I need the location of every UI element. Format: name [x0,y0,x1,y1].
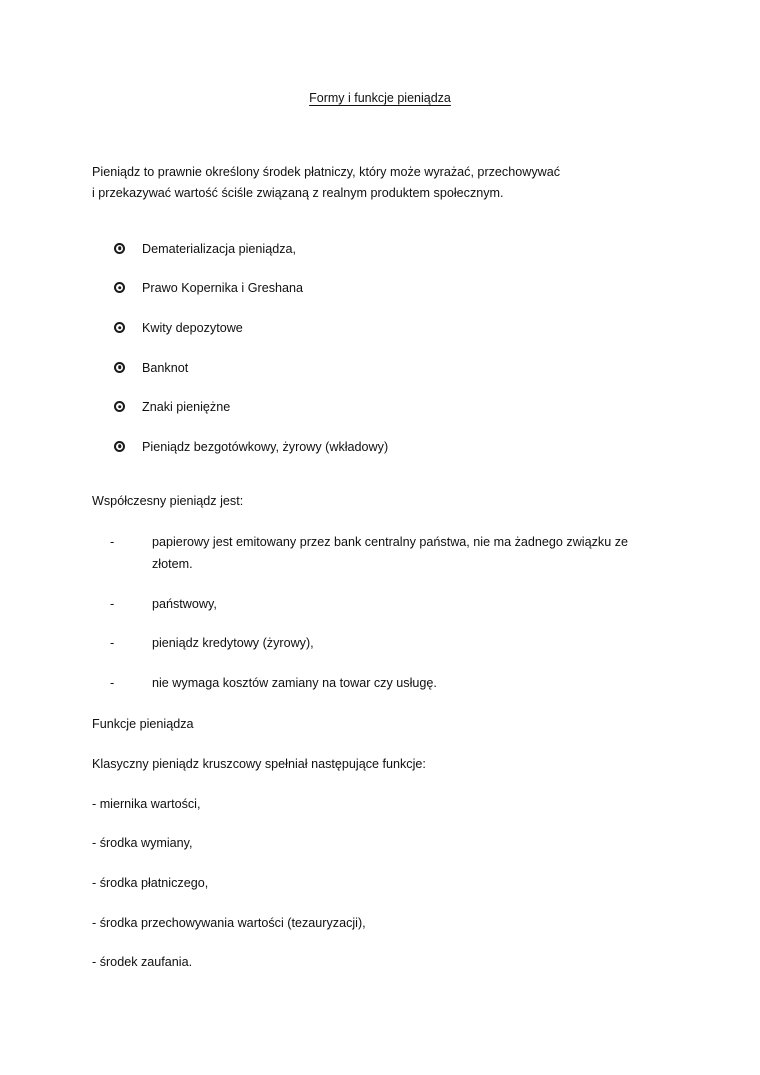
dash-bullet-icon: - [110,596,115,611]
list-item-label: Prawo Kopernika i Greshana [142,281,304,296]
list-item-label: Kwity depozytowe [142,321,243,336]
functions-heading: Funkcje pieniądza [92,717,194,732]
functions-intro: Klasyczny pieniądz kruszcowy spełniał następujące funkcje: [92,757,426,772]
list-item: - środka wymiany, [92,836,193,851]
list-item [114,320,668,338]
list-item [114,399,668,417]
circle-bullet-icon [114,322,125,333]
list-item [114,241,668,259]
list-item [114,360,668,378]
intro-paragraph [92,162,632,205]
section-lead-contemporary-money: Współczesny pieniądz jest: [92,493,244,508]
forms-bullet-list [92,241,668,457]
circle-bullet-icon [114,401,125,412]
list-item [110,673,668,695]
intro-line-2: i przekazywać wartość ściśle związaną z realnym produktem społecznym. [92,186,504,201]
list-item: - środka przechowywania wartości (tezauryzacji), [92,915,366,930]
list-item-label: Znaki pieniężne [142,400,231,415]
list-item-label: Pieniądz bezgotówkowy, żyrowy (wkładowy) [142,439,389,454]
contemporary-money-list [92,532,668,694]
circle-bullet-icon [114,243,125,254]
circle-bullet-icon [114,362,125,373]
list-item-label: Dematerializacja pieniądza, [142,241,297,256]
list-item [110,532,668,575]
list-item-label: papierowy jest emitowany przez bank centralny państwa, nie ma żadnego związku ze złotem. [152,535,629,571]
list-item-label: Banknot [142,360,189,375]
dash-bullet-icon: - [110,535,115,550]
intro-line-1: Pieniądz to prawnie określony środek płatniczy, który może wyrażać, przechowywać [92,164,561,179]
list-item [110,633,668,655]
list-item [114,439,668,457]
list-item [114,280,668,298]
list-item-label: państwowy, [152,596,217,611]
circle-bullet-icon [114,441,125,452]
list-item-label: pieniądz kredytowy (żyrowy), [152,636,314,651]
circle-bullet-icon [114,282,125,293]
dash-bullet-icon: - [110,675,115,690]
list-item-label: nie wymaga kosztów zamiany na towar czy usługę. [152,675,437,690]
functions-list [92,796,668,972]
dash-bullet-icon: - [110,636,115,651]
list-item: - środek zaufania. [92,955,193,970]
list-item [110,594,668,616]
page-title: Formy i funkcje pieniądza [309,91,451,105]
list-item: - środka płatniczego, [92,875,209,890]
list-item: - miernika wartości, [92,796,201,811]
